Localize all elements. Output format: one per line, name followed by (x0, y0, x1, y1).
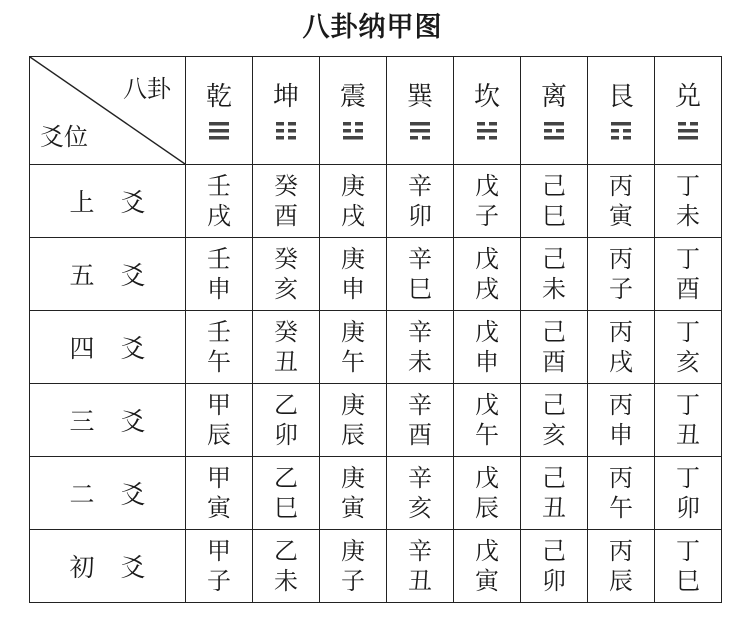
trigram-symbol-icon (186, 119, 252, 141)
earthly-branch: 丑 (676, 421, 700, 449)
trigram-header (320, 57, 387, 165)
heavenly-stem: 丁 (676, 245, 700, 273)
yin-line-segment (544, 129, 552, 133)
heavenly-stem: 己 (542, 318, 566, 346)
yin-line-segment (477, 136, 485, 140)
heavenly-stem: 丙 (609, 172, 633, 200)
row-yao-label: 爻 (120, 553, 146, 582)
najia-cell (320, 311, 387, 384)
yin-line-segment (276, 122, 284, 126)
header-row (30, 57, 722, 165)
heavenly-stem: 己 (542, 464, 566, 492)
row-label (30, 165, 186, 238)
row-yao-label: 爻 (120, 480, 146, 509)
earthly-branch: 亥 (408, 494, 432, 522)
earthly-branch: 酉 (274, 202, 298, 230)
najia-cell (454, 311, 521, 384)
najia-cell (655, 530, 722, 603)
najia-cell (253, 384, 320, 457)
heavenly-stem: 癸 (274, 172, 298, 200)
heavenly-stem: 戊 (475, 464, 499, 492)
earthly-branch: 酉 (676, 275, 700, 303)
heavenly-stem: 丙 (609, 391, 633, 419)
yin-line-segment (276, 136, 284, 140)
earthly-branch: 辰 (475, 494, 499, 522)
najia-cell (186, 457, 253, 530)
trigram-name: 兑 (674, 81, 701, 112)
trigram-header (588, 57, 655, 165)
yin-line-segment (422, 136, 430, 140)
row-yao-label: 爻 (120, 261, 146, 290)
earthly-branch: 寅 (475, 567, 499, 595)
row-position-label: 三 (69, 407, 95, 436)
najia-cell (387, 238, 454, 311)
yin-line-segment (355, 122, 363, 126)
row-label (30, 311, 186, 384)
heavenly-stem: 戊 (475, 318, 499, 346)
heavenly-stem: 辛 (408, 245, 432, 273)
earthly-branch: 戌 (609, 348, 633, 376)
heavenly-stem: 甲 (207, 464, 231, 492)
table-row (30, 384, 722, 457)
najia-cell (655, 238, 722, 311)
yang-line (410, 122, 430, 126)
table-row (30, 457, 722, 530)
earthly-branch: 辰 (609, 567, 633, 595)
najia-cell (253, 311, 320, 384)
yang-line (410, 129, 430, 133)
earthly-branch: 戌 (475, 275, 499, 303)
najia-cell (320, 457, 387, 530)
najia-cell (320, 165, 387, 238)
table-row (30, 165, 722, 238)
row-label (30, 238, 186, 311)
yin-line-segment (343, 129, 351, 133)
yin-line-segment (556, 129, 564, 133)
yin-line-segment (611, 129, 619, 133)
row-position-label: 五 (69, 261, 95, 290)
najia-cell (320, 384, 387, 457)
earthly-branch: 酉 (408, 421, 432, 449)
earthly-branch: 寅 (609, 202, 633, 230)
earthly-branch: 午 (341, 348, 365, 376)
yang-line (544, 136, 564, 140)
earthly-branch: 卯 (676, 494, 700, 522)
corner-cell (30, 57, 186, 165)
yin-line-segment (276, 129, 284, 133)
trigram-header (454, 57, 521, 165)
heavenly-stem: 己 (542, 245, 566, 273)
yang-line (343, 136, 363, 140)
row-label (30, 457, 186, 530)
yin-line-segment (611, 136, 619, 140)
earthly-branch: 寅 (207, 494, 231, 522)
yang-line (611, 122, 631, 126)
table-row (30, 530, 722, 603)
heavenly-stem: 乙 (274, 464, 298, 492)
earthly-branch: 未 (676, 202, 700, 230)
trigram-header (186, 57, 253, 165)
heavenly-stem: 庚 (341, 172, 365, 200)
najia-cell (588, 311, 655, 384)
yin-line-segment (623, 136, 631, 140)
earthly-branch: 辰 (207, 421, 231, 449)
najia-cell (655, 311, 722, 384)
earthly-branch: 午 (207, 348, 231, 376)
najia-cell (454, 457, 521, 530)
heavenly-stem: 癸 (274, 245, 298, 273)
yang-line (209, 136, 229, 140)
trigram-header (253, 57, 320, 165)
trigram-name: 坎 (473, 81, 500, 112)
trigram-symbol-icon (655, 119, 721, 141)
row-position-label: 上 (69, 188, 95, 217)
heavenly-stem: 甲 (207, 537, 231, 565)
page-title: 八卦纳甲图 (302, 12, 443, 43)
najia-cell (588, 530, 655, 603)
yin-line-segment (288, 129, 296, 133)
trigram-name: 巽 (406, 81, 433, 112)
heavenly-stem: 乙 (274, 537, 298, 565)
row-position-label: 四 (69, 334, 95, 363)
najia-cell (186, 238, 253, 311)
trigram-name: 艮 (607, 81, 634, 112)
table-row (30, 238, 722, 311)
row-yao-label: 爻 (120, 407, 146, 436)
yin-line-segment (489, 122, 497, 126)
earthly-branch: 巳 (408, 275, 432, 303)
earthly-branch: 亥 (274, 275, 298, 303)
earthly-branch: 子 (341, 567, 365, 595)
yang-line (678, 129, 698, 133)
najia-cell (253, 530, 320, 603)
table-row (30, 311, 722, 384)
najia-cell (186, 165, 253, 238)
heavenly-stem: 丙 (609, 464, 633, 492)
heavenly-stem: 丁 (676, 537, 700, 565)
najia-cell (521, 311, 588, 384)
earthly-branch: 寅 (341, 494, 365, 522)
najia-cell (655, 384, 722, 457)
najia-cell (454, 238, 521, 311)
najia-cell (588, 457, 655, 530)
trigram-header (655, 57, 722, 165)
najia-cell (387, 457, 454, 530)
earthly-branch: 戌 (207, 202, 231, 230)
trigram-name: 乾 (205, 81, 232, 112)
corner-label-trigram: 八卦 (123, 75, 171, 103)
earthly-branch: 辰 (341, 421, 365, 449)
heavenly-stem: 乙 (274, 391, 298, 419)
trigram-header (387, 57, 454, 165)
najia-cell (387, 165, 454, 238)
yang-line (477, 129, 497, 133)
najia-cell (588, 238, 655, 311)
najia-cell (253, 238, 320, 311)
heavenly-stem: 戊 (475, 391, 499, 419)
earthly-branch: 午 (609, 494, 633, 522)
yin-line-segment (288, 136, 296, 140)
yin-line-segment (690, 122, 698, 126)
yang-line (544, 122, 564, 126)
najia-cell (253, 457, 320, 530)
earthly-branch: 巳 (676, 567, 700, 595)
heavenly-stem: 壬 (207, 172, 231, 200)
najia-cell (521, 165, 588, 238)
heavenly-stem: 丁 (676, 391, 700, 419)
corner-label-position: 爻位 (40, 123, 88, 151)
yin-line-segment (355, 129, 363, 133)
najia-cell (454, 384, 521, 457)
row-yao-label: 爻 (120, 334, 146, 363)
heavenly-stem: 庚 (341, 245, 365, 273)
yin-line-segment (477, 122, 485, 126)
earthly-branch: 未 (542, 275, 566, 303)
heavenly-stem: 丁 (676, 318, 700, 346)
trigram-symbol-icon (521, 119, 587, 141)
heavenly-stem: 丙 (609, 245, 633, 273)
earthly-branch: 丑 (408, 567, 432, 595)
earthly-branch: 午 (475, 421, 499, 449)
earthly-branch: 亥 (676, 348, 700, 376)
yang-line (209, 122, 229, 126)
earthly-branch: 卯 (408, 202, 432, 230)
heavenly-stem: 己 (542, 537, 566, 565)
earthly-branch: 子 (207, 567, 231, 595)
najia-cell (588, 165, 655, 238)
najia-cell (320, 530, 387, 603)
heavenly-stem: 辛 (408, 391, 432, 419)
heavenly-stem: 庚 (341, 391, 365, 419)
heavenly-stem: 丙 (609, 318, 633, 346)
heavenly-stem: 己 (542, 391, 566, 419)
trigram-symbol-icon (253, 119, 319, 141)
earthly-branch: 丑 (274, 348, 298, 376)
heavenly-stem: 戊 (475, 537, 499, 565)
row-yao-label: 爻 (120, 188, 146, 217)
heavenly-stem: 辛 (408, 464, 432, 492)
najia-cell (320, 238, 387, 311)
trigram-symbol-icon (454, 119, 520, 141)
earthly-branch: 酉 (542, 348, 566, 376)
row-position-label: 初 (69, 553, 95, 582)
yin-line-segment (410, 136, 418, 140)
najia-cell (387, 311, 454, 384)
heavenly-stem: 戊 (475, 245, 499, 273)
row-label (30, 530, 186, 603)
najia-cell (521, 457, 588, 530)
trigram-symbol-icon (320, 119, 386, 141)
trigram-name: 离 (540, 81, 567, 112)
najia-cell (454, 165, 521, 238)
heavenly-stem: 丁 (676, 172, 700, 200)
najia-cell (454, 530, 521, 603)
trigram-symbol-icon (387, 119, 453, 141)
yin-line-segment (678, 122, 686, 126)
yang-line (678, 136, 698, 140)
najia-cell (186, 384, 253, 457)
earthly-branch: 申 (609, 421, 633, 449)
najia-cell (655, 165, 722, 238)
earthly-branch: 戌 (341, 202, 365, 230)
row-position-label: 二 (69, 480, 95, 509)
yin-line-segment (623, 129, 631, 133)
heavenly-stem: 庚 (341, 318, 365, 346)
earthly-branch: 丑 (542, 494, 566, 522)
najia-cell (588, 384, 655, 457)
earthly-branch: 申 (207, 275, 231, 303)
heavenly-stem: 丙 (609, 537, 633, 565)
heavenly-stem: 壬 (207, 318, 231, 346)
heavenly-stem: 己 (542, 172, 566, 200)
heavenly-stem: 癸 (274, 318, 298, 346)
najia-cell (253, 165, 320, 238)
trigram-symbol-icon (588, 119, 654, 141)
najia-cell (186, 311, 253, 384)
row-label (30, 384, 186, 457)
earthly-branch: 未 (274, 567, 298, 595)
najia-cell (387, 384, 454, 457)
heavenly-stem: 丁 (676, 464, 700, 492)
yin-line-segment (343, 122, 351, 126)
yang-line (209, 129, 229, 133)
najia-cell (186, 530, 253, 603)
najia-cell (521, 238, 588, 311)
heavenly-stem: 庚 (341, 537, 365, 565)
najia-cell (521, 530, 588, 603)
earthly-branch: 子 (475, 202, 499, 230)
earthly-branch: 巳 (542, 202, 566, 230)
earthly-branch: 子 (609, 275, 633, 303)
najia-cell (521, 384, 588, 457)
najia-table (29, 56, 722, 603)
trigram-header (521, 57, 588, 165)
earthly-branch: 未 (408, 348, 432, 376)
earthly-branch: 卯 (274, 421, 298, 449)
earthly-branch: 巳 (274, 494, 298, 522)
earthly-branch: 亥 (542, 421, 566, 449)
earthly-branch: 申 (475, 348, 499, 376)
najia-cell (387, 530, 454, 603)
heavenly-stem: 辛 (408, 318, 432, 346)
earthly-branch: 申 (341, 275, 365, 303)
heavenly-stem: 庚 (341, 464, 365, 492)
earthly-branch: 卯 (542, 567, 566, 595)
yin-line-segment (489, 136, 497, 140)
trigram-name: 坤 (272, 81, 299, 112)
najia-cell (655, 457, 722, 530)
yin-line-segment (288, 122, 296, 126)
heavenly-stem: 戊 (475, 172, 499, 200)
heavenly-stem: 辛 (408, 537, 432, 565)
heavenly-stem: 辛 (408, 172, 432, 200)
trigram-name: 震 (339, 81, 366, 112)
heavenly-stem: 壬 (207, 245, 231, 273)
heavenly-stem: 甲 (207, 391, 231, 419)
